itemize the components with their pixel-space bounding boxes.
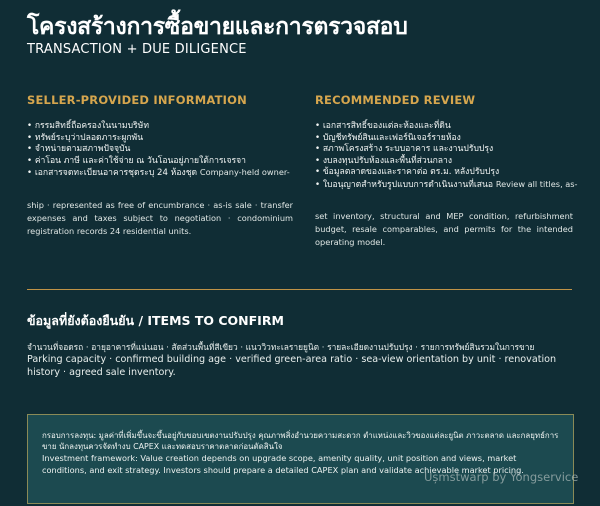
seller-info-paragraph: ship · represented as free of encumbrance · as-is sale · transfer expenses and taxes subject to negotiation · condominium registration records 24 residential units.	[27, 199, 293, 236]
recommended-review-list	[315, 121, 578, 191]
review-item-market: • ข้อมูลตลาดของและราคาต่อ ตร.ม. หลังปรับปรุง	[315, 167, 573, 179]
recommended-review-paragraph: set inventory, structural and MEP condition, refurbishment budget, resale comparables, and permits for the intended operating model.	[315, 211, 573, 247]
review-item-structure: • สภาพโครงสร้าง ระบบอาคาร และงานปรับปรุง	[315, 144, 573, 156]
review-para-lead: Review all titles, as-	[495, 178, 578, 189]
investment-framework-thai: กรอบการลงทุน: มูลค่าที่เพิ่มขึ้นจะขึ้นอยู่กับขอบเขตงานปรับปรุง คุณภาพสิ่งอำนวยความสะดวก ตำแหน่งและวิวของแต่ละยูนิต ภาวะตลาด และกลยุทธ์การขาย นักลงทุนควรจัดทำงบ CAPEX และทดสอบราคาตลาดก่อนตัดสินใจ	[42, 431, 559, 451]
investment-framework-note	[27, 414, 574, 504]
watermark: Ușmstwarp by Yongservice	[424, 470, 579, 484]
seller-item-registration-th: เอกสารจดทะเบียนอาคารชุดระบุ 24 ห้องชุด	[34, 168, 198, 178]
review-item-budget: • งบลงทุนปรับห้องและพื้นที่ส่วนกลาง	[315, 156, 573, 168]
investment-framework-english: Investment framework: Value creation depends on upgrade scope, amenity quality, unit position and views, market conditions, and exit strategy. Investors should prepare a detailed CAPEX plan and validate achievable market pricing.	[42, 453, 524, 475]
items-to-confirm-thai: จำนวนที่จอดรถ · อายุอาคารที่แน่นอน · สัดส่วนพื้นที่สีเขียว · แนววิวทะเลรายยูนิต · รายละเอียดงานปรับปรุง · รายการทรัพย์สินรวมในการขาย	[27, 342, 535, 352]
seller-item-as-is: • จำหน่ายตามสภาพปัจจุบัน	[27, 144, 293, 156]
page-header	[27, 12, 580, 57]
seller-info-heading: SELLER-PROVIDED INFORMATION	[27, 93, 247, 107]
seller-item-registration	[27, 167, 293, 180]
items-to-confirm-heading: ข้อมูลที่ยังต้องยืนยัน / ITEMS TO CONFIRM	[27, 313, 284, 328]
items-to-confirm-english: Parking capacity · confirmed building age · verified green-area ratio · sea-view orientation by unit · renovation history · agreed sale inventory.	[27, 354, 557, 378]
seller-item-ownership: • กรรมสิทธิ์ถือครองในนามบริษัท	[27, 121, 293, 133]
review-item-permits-th: ใบอนุญาตสำหรับรูปแบบการดำเนินงานที่เสนอ	[322, 179, 494, 190]
section-divider	[27, 289, 572, 290]
seller-info-list	[27, 121, 293, 180]
recommended-review-heading: RECOMMENDED REVIEW	[315, 93, 476, 107]
seller-info-section	[27, 93, 293, 238]
review-item-inventory: • บัญชีทรัพย์สินและเฟอร์นิเจอร์รายห้อง	[315, 133, 573, 145]
review-item-titles: • เอกสารสิทธิ์ของแต่ละห้องและที่ดิน	[315, 121, 573, 133]
seller-item-transfer-costs: • ค่าโอน ภาษี และค่าใช้จ่าย ณ วันโอนอยู่ภายใต้การเจรจา	[27, 156, 293, 168]
recommended-review-section	[315, 93, 578, 249]
review-item-permits	[315, 178, 578, 192]
seller-para-lead: Company-held owner-	[199, 167, 290, 177]
items-to-confirm-section	[27, 313, 572, 379]
page-title-english: TRANSACTION + DUE DILIGENCE	[27, 42, 247, 57]
page-title-thai: โครงสร้างการซื้อขายและการตรวจสอบ	[27, 14, 408, 40]
seller-item-encumbrance: • ทรัพย์ระบุว่าปลอดภาระผูกพัน	[27, 133, 293, 145]
